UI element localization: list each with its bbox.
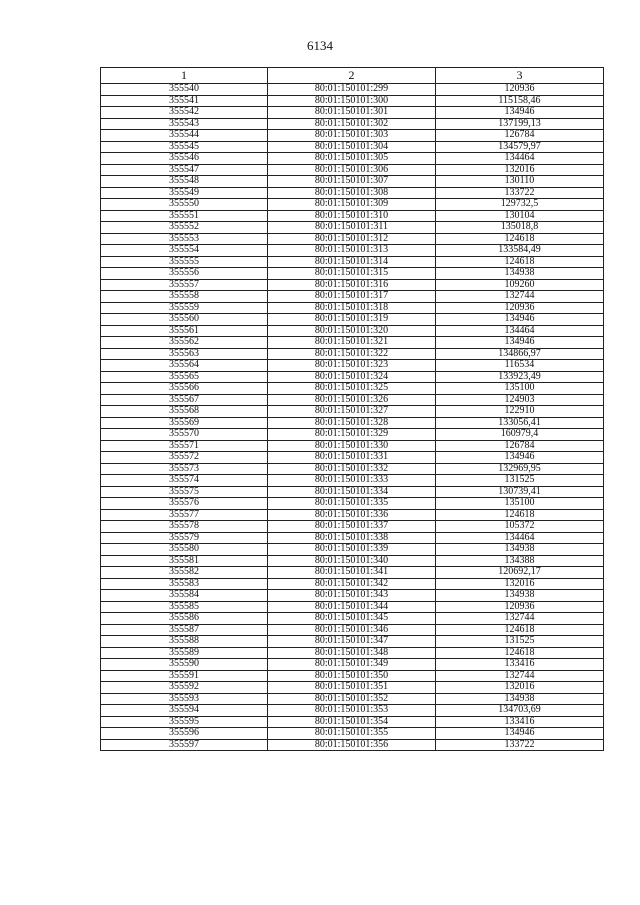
table-row [101,590,604,602]
row-number-cell: 355593 [101,693,268,705]
value-cell: 134464 [436,153,604,165]
cadastral-number-cell: 80:01:150101:307 [268,176,436,188]
table-row [101,130,604,142]
table-row [101,371,604,383]
row-number-cell: 355587 [101,624,268,636]
row-number-cell: 355575 [101,486,268,498]
cadastral-number-cell: 80:01:150101:341 [268,567,436,579]
row-number-cell: 355542 [101,107,268,119]
row-number-cell: 355567 [101,394,268,406]
value-cell: 120692,17 [436,567,604,579]
table-body [101,84,604,751]
cadastral-number-cell: 80:01:150101:316 [268,279,436,291]
value-cell: 134464 [436,325,604,337]
row-number-cell: 355596 [101,728,268,740]
table-row [101,187,604,199]
row-number-cell: 355545 [101,141,268,153]
row-number-cell: 355571 [101,440,268,452]
row-number-cell: 355589 [101,647,268,659]
table-row [101,153,604,165]
table-row [101,486,604,498]
value-cell: 132744 [436,291,604,303]
cadastral-number-cell: 80:01:150101:347 [268,636,436,648]
cadastral-number-cell: 80:01:150101:348 [268,647,436,659]
cadastral-number-cell: 80:01:150101:319 [268,314,436,326]
value-cell: 132016 [436,682,604,694]
row-number-cell: 355576 [101,498,268,510]
cadastral-number-cell: 80:01:150101:345 [268,613,436,625]
table-row [101,636,604,648]
value-cell: 133416 [436,659,604,671]
cadastral-number-cell: 80:01:150101:356 [268,739,436,751]
value-cell: 109260 [436,279,604,291]
row-number-cell: 355580 [101,544,268,556]
row-number-cell: 355562 [101,337,268,349]
value-cell: 134946 [436,107,604,119]
row-number-cell: 355568 [101,406,268,418]
value-cell: 134464 [436,532,604,544]
table-row [101,509,604,521]
table-row [101,314,604,326]
value-cell: 133056,41 [436,417,604,429]
cadastral-number-cell: 80:01:150101:301 [268,107,436,119]
table-row [101,452,604,464]
table-row [101,291,604,303]
row-number-cell: 355559 [101,302,268,314]
cadastral-number-cell: 80:01:150101:309 [268,199,436,211]
table-row [101,256,604,268]
cadastral-number-cell: 80:01:150101:352 [268,693,436,705]
cadastral-number-cell: 80:01:150101:355 [268,728,436,740]
table-row [101,302,604,314]
row-number-cell: 355549 [101,187,268,199]
row-number-cell: 355565 [101,371,268,383]
cadastral-number-cell: 80:01:150101:310 [268,210,436,222]
value-cell: 134946 [436,728,604,740]
value-cell: 124903 [436,394,604,406]
table-row [101,233,604,245]
table-row [101,348,604,360]
value-cell: 135100 [436,498,604,510]
table-row [101,463,604,475]
table-row [101,544,604,556]
row-number-cell: 355574 [101,475,268,487]
row-number-cell: 355577 [101,509,268,521]
row-number-cell: 355540 [101,84,268,96]
cadastral-number-cell: 80:01:150101:313 [268,245,436,257]
table-row [101,624,604,636]
table-header [101,68,604,84]
page-number: 6134 [307,38,333,53]
value-cell: 132016 [436,164,604,176]
value-cell: 130104 [436,210,604,222]
table-row [101,521,604,533]
value-cell: 135018,8 [436,222,604,234]
cadastral-number-cell: 80:01:150101:302 [268,118,436,130]
row-number-cell: 355560 [101,314,268,326]
row-number-cell: 355553 [101,233,268,245]
row-number-cell: 355566 [101,383,268,395]
table-row [101,417,604,429]
table-row [101,475,604,487]
table-row [101,199,604,211]
cadastral-number-cell: 80:01:150101:304 [268,141,436,153]
table-row [101,440,604,452]
cadastral-number-cell: 80:01:150101:353 [268,705,436,717]
row-number-cell: 355592 [101,682,268,694]
row-number-cell: 355597 [101,739,268,751]
cadastral-number-cell: 80:01:150101:329 [268,429,436,441]
value-cell: 105372 [436,521,604,533]
table-row [101,601,604,613]
row-number-cell: 355551 [101,210,268,222]
cadastral-number-cell: 80:01:150101:303 [268,130,436,142]
row-number-cell: 355588 [101,636,268,648]
value-cell: 132016 [436,578,604,590]
cadastral-number-cell: 80:01:150101:333 [268,475,436,487]
row-number-cell: 355556 [101,268,268,280]
value-cell: 131525 [436,475,604,487]
table-row [101,176,604,188]
value-cell: 130739,41 [436,486,604,498]
cadastral-number-cell: 80:01:150101:340 [268,555,436,567]
value-cell: 115158,46 [436,95,604,107]
cadastral-number-cell: 80:01:150101:349 [268,659,436,671]
value-cell: 129732,5 [436,199,604,211]
table-row [101,337,604,349]
cadastral-number-cell: 80:01:150101:308 [268,187,436,199]
value-cell: 134938 [436,544,604,556]
row-number-cell: 355594 [101,705,268,717]
table-row [101,555,604,567]
data-table [100,67,604,751]
row-number-cell: 355569 [101,417,268,429]
value-cell: 134938 [436,268,604,280]
value-cell: 124618 [436,233,604,245]
value-cell: 137199,13 [436,118,604,130]
row-number-cell: 355563 [101,348,268,360]
value-cell: 116534 [436,360,604,372]
cadastral-number-cell: 80:01:150101:331 [268,452,436,464]
table-row [101,670,604,682]
value-cell: 120936 [436,302,604,314]
value-cell: 133722 [436,739,604,751]
cadastral-number-cell: 80:01:150101:342 [268,578,436,590]
table-row [101,429,604,441]
table-row [101,659,604,671]
value-cell: 133923,49 [436,371,604,383]
value-cell: 124618 [436,256,604,268]
cadastral-number-cell: 80:01:150101:330 [268,440,436,452]
row-number-cell: 355548 [101,176,268,188]
value-cell: 133584,49 [436,245,604,257]
cadastral-number-cell: 80:01:150101:305 [268,153,436,165]
cadastral-number-cell: 80:01:150101:351 [268,682,436,694]
row-number-cell: 355583 [101,578,268,590]
table-row [101,268,604,280]
cadastral-number-cell: 80:01:150101:327 [268,406,436,418]
cadastral-number-cell: 80:01:150101:306 [268,164,436,176]
cadastral-number-cell: 80:01:150101:314 [268,256,436,268]
cadastral-number-cell: 80:01:150101:343 [268,590,436,602]
value-cell: 124618 [436,624,604,636]
cadastral-number-cell: 80:01:150101:322 [268,348,436,360]
table-row [101,279,604,291]
table-row [101,693,604,705]
table-row [101,578,604,590]
cadastral-number-cell: 80:01:150101:337 [268,521,436,533]
row-number-cell: 355561 [101,325,268,337]
table-row [101,325,604,337]
value-cell: 132969,95 [436,463,604,475]
table-row [101,716,604,728]
value-cell: 160979,4 [436,429,604,441]
row-number-cell: 355554 [101,245,268,257]
table-row [101,728,604,740]
cadastral-number-cell: 80:01:150101:321 [268,337,436,349]
header-col-2: 2 [268,68,436,84]
table-row [101,360,604,372]
header-col-1: 1 [101,68,268,84]
table-row [101,141,604,153]
row-number-cell: 355585 [101,601,268,613]
cadastral-number-cell: 80:01:150101:300 [268,95,436,107]
header-row [101,68,604,84]
cadastral-number-cell: 80:01:150101:350 [268,670,436,682]
value-cell: 124618 [436,509,604,521]
row-number-cell: 355586 [101,613,268,625]
value-cell: 126784 [436,440,604,452]
row-number-cell: 355546 [101,153,268,165]
row-number-cell: 355543 [101,118,268,130]
value-cell: 120936 [436,601,604,613]
value-cell: 122910 [436,406,604,418]
value-cell: 120936 [436,84,604,96]
cadastral-number-cell: 80:01:150101:335 [268,498,436,510]
table-row [101,164,604,176]
row-number-cell: 355547 [101,164,268,176]
value-cell: 132744 [436,670,604,682]
row-number-cell: 355591 [101,670,268,682]
table-row [101,84,604,96]
cadastral-number-cell: 80:01:150101:339 [268,544,436,556]
value-cell: 134946 [436,452,604,464]
table-row [101,739,604,751]
row-number-cell: 355555 [101,256,268,268]
cadastral-number-cell: 80:01:150101:320 [268,325,436,337]
table-row [101,383,604,395]
row-number-cell: 355590 [101,659,268,671]
cadastral-number-cell: 80:01:150101:332 [268,463,436,475]
value-cell: 133416 [436,716,604,728]
value-cell: 124618 [436,647,604,659]
cadastral-number-cell: 80:01:150101:354 [268,716,436,728]
cadastral-number-cell: 80:01:150101:315 [268,268,436,280]
cadastral-number-cell: 80:01:150101:328 [268,417,436,429]
cadastral-number-cell: 80:01:150101:344 [268,601,436,613]
cadastral-number-cell: 80:01:150101:336 [268,509,436,521]
table-row [101,498,604,510]
value-cell: 134703,69 [436,705,604,717]
cadastral-number-cell: 80:01:150101:334 [268,486,436,498]
cadastral-number-cell: 80:01:150101:323 [268,360,436,372]
cadastral-number-cell: 80:01:150101:324 [268,371,436,383]
row-number-cell: 355550 [101,199,268,211]
value-cell: 134388 [436,555,604,567]
row-number-cell: 355572 [101,452,268,464]
value-cell: 134946 [436,337,604,349]
value-cell: 126784 [436,130,604,142]
table-row [101,647,604,659]
cadastral-number-cell: 80:01:150101:318 [268,302,436,314]
table-row [101,245,604,257]
value-cell: 134579,97 [436,141,604,153]
cadastral-number-cell: 80:01:150101:312 [268,233,436,245]
value-cell: 132744 [436,613,604,625]
table-row [101,705,604,717]
value-cell: 134866,97 [436,348,604,360]
row-number-cell: 355544 [101,130,268,142]
cadastral-number-cell: 80:01:150101:317 [268,291,436,303]
cadastral-number-cell: 80:01:150101:346 [268,624,436,636]
header-col-3: 3 [436,68,604,84]
cadastral-number-cell: 80:01:150101:338 [268,532,436,544]
table-row [101,107,604,119]
value-cell: 131525 [436,636,604,648]
value-cell: 130110 [436,176,604,188]
row-number-cell: 355558 [101,291,268,303]
value-cell: 134946 [436,314,604,326]
table-row [101,118,604,130]
table-row [101,406,604,418]
row-number-cell: 355570 [101,429,268,441]
row-number-cell: 355581 [101,555,268,567]
cadastral-number-cell: 80:01:150101:326 [268,394,436,406]
cadastral-number-cell: 80:01:150101:325 [268,383,436,395]
row-number-cell: 355595 [101,716,268,728]
value-cell: 133722 [436,187,604,199]
value-cell: 135100 [436,383,604,395]
row-number-cell: 355573 [101,463,268,475]
row-number-cell: 355564 [101,360,268,372]
row-number-cell: 355579 [101,532,268,544]
table-row [101,682,604,694]
table-row [101,222,604,234]
row-number-cell: 355584 [101,590,268,602]
row-number-cell: 355541 [101,95,268,107]
value-cell: 134938 [436,693,604,705]
table-row [101,210,604,222]
table-row [101,613,604,625]
cadastral-number-cell: 80:01:150101:299 [268,84,436,96]
row-number-cell: 355557 [101,279,268,291]
table-row [101,567,604,579]
value-cell: 134938 [436,590,604,602]
table-row [101,532,604,544]
row-number-cell: 355552 [101,222,268,234]
row-number-cell: 355582 [101,567,268,579]
table-row [101,95,604,107]
table-row [101,394,604,406]
cadastral-number-cell: 80:01:150101:311 [268,222,436,234]
row-number-cell: 355578 [101,521,268,533]
